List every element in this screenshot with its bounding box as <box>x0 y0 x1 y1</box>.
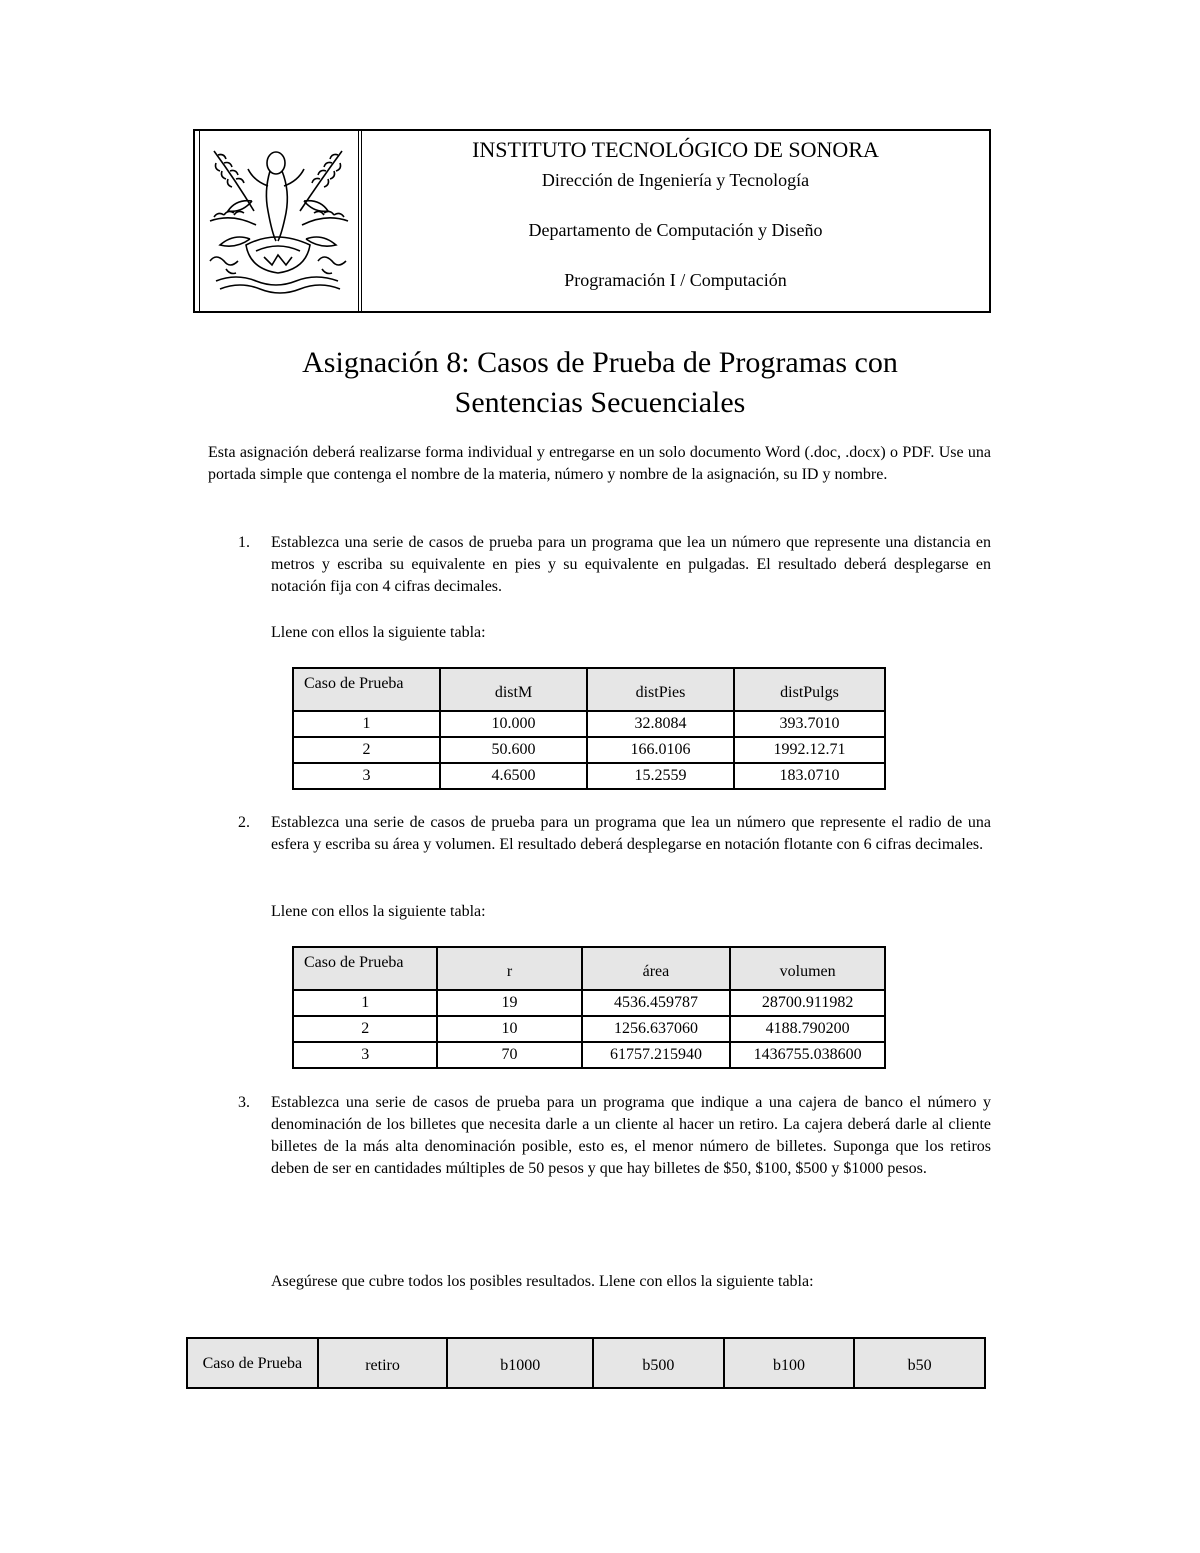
table-row <box>293 1042 885 1068</box>
table-header: distPies <box>587 668 734 711</box>
table-cell: 61757.215940 <box>582 1042 731 1068</box>
table-header: b100 <box>724 1338 855 1388</box>
table-cell: 2 <box>293 1016 437 1042</box>
item-number-1: 1. <box>238 534 250 551</box>
institution-header <box>193 129 991 313</box>
table-cell: 15.2559 <box>587 763 734 789</box>
table-row <box>293 711 885 737</box>
title-line-2: Sentencias Secuenciales <box>454 386 746 419</box>
table-header: distM <box>440 668 587 711</box>
table-header: distPulgs <box>734 668 885 711</box>
table-cell: 28700.911982 <box>730 990 885 1016</box>
table-row <box>293 1016 885 1042</box>
table-cell: 3 <box>293 1042 437 1068</box>
table-cell: 10.000 <box>440 711 587 737</box>
institution-logo <box>199 131 362 311</box>
item-text-1: Establezca una serie de casos de prueba para un programa que lea un número que represente una distancia en metros y escriba su equivalente en pies y su equivalente en pulgadas. El resultado deberá desplegarse en notación fija con 4 cifras decimales. <box>271 534 991 595</box>
table-cell: 1256.637060 <box>582 1016 731 1042</box>
table-cell: 1 <box>293 990 437 1016</box>
table-header: retiro <box>318 1338 448 1388</box>
institute-name: INSTITUTO TECNOLÓGICO DE SONORA <box>472 137 879 162</box>
table-row <box>293 990 885 1016</box>
table-cell: 166.0106 <box>587 737 734 763</box>
table-sphere <box>292 946 886 1069</box>
item-text-3: Establezca una serie de casos de prueba para un programa que indique a una cajera de banco el número y denominación de los billetes que necesita darle a un cliente al hacer un retiro. La cajera deberá darle al cliente billetes de la más alta denominación posible, esto es, el menor número de billetes. Suponga que los retiros deben de ser en cantidades múltiples de 50 pesos y que hay billetes de $50, $100, $500 y $1000 pesos. <box>271 1094 991 1177</box>
course-name: Programación I / Computación <box>564 270 787 290</box>
table-row <box>293 737 885 763</box>
fill-instruction-2: Llene con ellos la siguiente tabla: <box>271 903 486 920</box>
fill-instruction-1: Llene con ellos la siguiente tabla: <box>271 624 486 641</box>
table-row <box>293 763 885 789</box>
table-cell: 4188.790200 <box>730 1016 885 1042</box>
header-text-block <box>362 131 989 311</box>
intro-paragraph: Esta asignación deberá realizarse forma individual y entregarse en un solo documento Word (.doc, .docx) o PDF. Use una portada simple que contenga el nombre de la materia, número y nombre de la asignación, su ID y nombre. <box>208 444 991 483</box>
table-header: b500 <box>593 1338 724 1388</box>
table-cell: 393.7010 <box>734 711 885 737</box>
item-text-2: Establezca una serie de casos de prueba para un programa que lea un número que represente el radio de una esfera y escriba su área y volumen. El resultado deberá desplegarse en notación flotante con 6 cifras decimales. <box>271 814 991 853</box>
table-header: Caso de Prueba <box>187 1338 318 1388</box>
seal-icon <box>206 141 352 301</box>
table-header: b50 <box>854 1338 985 1388</box>
table-header: volumen <box>730 947 885 990</box>
table-cell: 1992.12.71 <box>734 737 885 763</box>
table-withdrawal <box>186 1337 986 1389</box>
table-cell: 1 <box>293 711 440 737</box>
department-name: Departamento de Computación y Diseño <box>528 220 823 240</box>
fill-instruction-3: Asegúrese que cubre todos los posibles resultados. Llene con ellos la siguiente tabla: <box>271 1273 814 1290</box>
title-line-1: Asignación 8: Casos de Prueba de Programas con <box>302 346 898 379</box>
table-cell: 183.0710 <box>734 763 885 789</box>
direction-name: Dirección de Ingeniería y Tecnología <box>541 170 810 190</box>
table-distances <box>292 667 886 790</box>
table-cell: 50.600 <box>440 737 587 763</box>
table-cell: 32.8084 <box>587 711 734 737</box>
item-number-2: 2. <box>238 814 250 831</box>
table-header: b1000 <box>447 1338 593 1388</box>
table-cell: 19 <box>437 990 581 1016</box>
table-cell: 4.6500 <box>440 763 587 789</box>
table-header: área <box>582 947 731 990</box>
table-cell: 4536.459787 <box>582 990 731 1016</box>
table-header: Caso de Prueba <box>293 947 437 990</box>
table-header: Caso de Prueba <box>293 668 440 711</box>
table-cell: 1436755.038600 <box>730 1042 885 1068</box>
assignment-title <box>150 343 1050 423</box>
item-number-3: 3. <box>238 1094 250 1111</box>
table-header: r <box>437 947 581 990</box>
table-cell: 10 <box>437 1016 581 1042</box>
table-cell: 70 <box>437 1042 581 1068</box>
table-cell: 3 <box>293 763 440 789</box>
table-cell: 2 <box>293 737 440 763</box>
